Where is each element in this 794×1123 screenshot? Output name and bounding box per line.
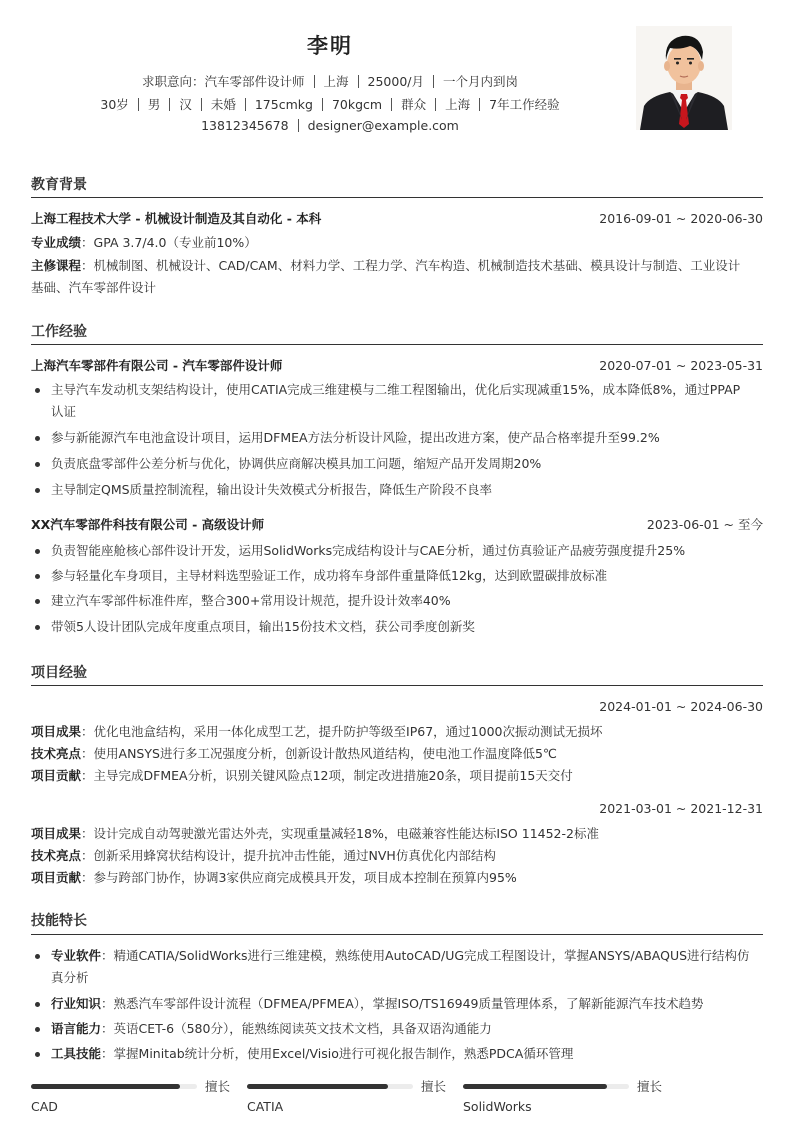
job-bullet: 带领5人设计团队完成年度重点项目，输出15份技术文档，获公司季度创新奖 [31, 616, 763, 639]
skill-name: CAD [31, 1099, 58, 1114]
job-dates: 2023-06-01 ~ 至今 [646, 517, 763, 532]
project-dates: 2024-01-01 ~ 2024-06-30 [599, 699, 763, 714]
project-contrib-text: 参与跨部门协作，协调3家供应商完成模具开发，项目成本控制在预算内95% [93, 870, 517, 885]
section-divider [31, 934, 763, 935]
skill-bar-track [247, 1084, 413, 1089]
project-contribution: 项目贡献：参与跨部门协作，协调3家供应商完成模具开发，项目成本控制在预算内95% [31, 870, 517, 885]
divider [479, 98, 480, 111]
divider [169, 98, 170, 111]
section-divider [31, 685, 763, 686]
section-title-work: 工作经验 [31, 324, 87, 340]
project-tech: 技术亮点：创新采用蜂窝状结构设计，提升抗冲击性能，通过NVH仿真优化内部结构 [31, 848, 496, 863]
skill-bar-fill [31, 1084, 180, 1089]
job-company-title: XX汽车零部件科技有限公司 - 高级设计师 [31, 517, 265, 532]
project-contrib-label: 项目贡献 [31, 768, 82, 783]
job-bullet: 负责智能座舱核心部件设计开发，运用SolidWorks完成结构设计与CAE分析，通过仿真验证产品疲劳强度提升25% [31, 540, 763, 563]
skill-text: 英语CET-6（580分），能熟练阅读英文技术文档，具备双语沟通能力 [113, 1021, 492, 1036]
email-address[interactable]: designer@example.com [307, 118, 459, 133]
section-title-projects: 项目经验 [31, 665, 87, 681]
personal-info-line [0, 95, 660, 113]
job-bullet-cont: 认证 [51, 404, 77, 419]
project-tech-text: 使用ANSYS进行多工况强度分析，创新设计散热风道结构，使电池工作温度降低5℃ [93, 746, 557, 761]
skill-text: 熟悉汽车零部件设计流程（DFMEA/PFMEA），掌握ISO/TS16949质量管理体系，了解新能源汽车技术趋势 [113, 996, 704, 1011]
courses-value: 机械制图、机械设计、CAD/CAM、材料力学、工程力学、汽车构造、机械制造技术基础、模具设计与制造、工业设计 [93, 258, 741, 273]
job-bullet: 主导制定QMS质量控制流程，输出设计失效模式分析报告，降低生产阶段不良率 [31, 479, 763, 502]
project-result-label: 项目成果 [31, 724, 82, 739]
project-tech: 技术亮点：使用ANSYS进行多工况强度分析，创新设计散热风道结构，使电池工作温度降低5℃ [31, 746, 557, 761]
skill-text: 精通CATIA/SolidWorks进行三维建模，熟练使用AutoCAD/UG完成工程图设计，掌握ANSYS/ABAQUS进行结构仿 [113, 948, 750, 963]
candidate-name: 李明 [307, 34, 353, 58]
age: 30岁 [100, 97, 129, 112]
project-dates: 2021-03-01 ~ 2021-12-31 [599, 801, 763, 816]
project-result: 项目成果：优化电池盒结构，采用一体化成型工艺，提升防护等级至IP67，通过1000次振动测试无损坏 [31, 724, 603, 739]
ethnicity: 汉 [179, 97, 192, 112]
political-status: 群众 [401, 97, 427, 112]
skill-level: 擅长 [421, 1079, 447, 1094]
residence: 上海 [445, 97, 471, 112]
skill-item: 专业软件：精通CATIA/SolidWorks进行三维建模，熟练使用AutoCAD/UG完成工程图设计，掌握ANSYS/ABAQUS进行结构仿 [31, 945, 763, 968]
skill-item: 工具技能：掌握Minitab统计分析，使用Excel/Visio进行可视化报告制作，熟悉PDCA循环管理 [31, 1043, 763, 1066]
section-title-skills: 技能特长 [31, 913, 87, 929]
divider [298, 119, 299, 132]
project-result-text: 设计完成自动驾驶激光雷达外壳，实现重量减轻18%，电磁兼容性能达标ISO 11452-2标准 [93, 826, 599, 841]
project-contrib-text: 主导完成DFMEA分析，识别关键风险点12项，制定改进措施20条，项目提前15天交付 [93, 768, 573, 783]
project-contribution: 项目贡献：主导完成DFMEA分析，识别关键风险点12项，制定改进措施20条，项目提前15天交付 [31, 768, 573, 783]
skill-label: 行业知识 [51, 996, 102, 1011]
divider [245, 98, 246, 111]
skill-label: 工具技能 [51, 1046, 102, 1061]
job-bullet: 参与新能源汽车电池盒设计项目，运用DFMEA方法分析设计风险，提出改进方案，使产品合格率提升至99.2% [31, 427, 763, 450]
job-bullet: 参与轻量化车身项目，主导材料选型验证工作，成功将车身部件重量降低12kg，达到欧盟碳排放标准 [31, 565, 763, 588]
divider [433, 75, 434, 88]
courses-label: 主修课程 [31, 258, 82, 273]
skill-bar-fill [247, 1084, 388, 1089]
job-intention-line [0, 72, 660, 90]
project-tech-text: 创新采用蜂窝状结构设计，提升抗冲击性能，通过NVH仿真优化内部结构 [93, 848, 496, 863]
avatar-photo-icon [636, 26, 732, 130]
divider [391, 98, 392, 111]
project-result: 项目成果：设计完成自动驾驶激光雷达外壳，实现重量减轻18%，电磁兼容性能达标ISO 11452-2标准 [31, 826, 599, 841]
experience-years: 7年工作经验 [489, 97, 560, 112]
skill-item: 语言能力：英语CET-6（580分），能熟练阅读英文技术文档，具备双语沟通能力 [31, 1018, 763, 1041]
skill-bar-track [463, 1084, 629, 1089]
skill-level: 擅长 [205, 1079, 231, 1094]
availability: 一个月内到岗 [443, 74, 519, 89]
job-header [31, 514, 763, 536]
expected-salary: 25000/月 [367, 74, 424, 89]
skill-item: 行业知识：熟悉汽车零部件设计流程（DFMEA/PFMEA），掌握ISO/TS16949质量管理体系，了解新能源汽车技术趋势 [31, 993, 763, 1016]
divider [322, 98, 323, 111]
job-bullet: 主导汽车发动机支架结构设计，使用CATIA完成三维建模与二维工程图输出，优化后实现减重15%，成本降低8%，通过PPAP [31, 379, 763, 402]
section-divider [31, 197, 763, 198]
skill-text: 掌握Minitab统计分析，使用Excel/Visio进行可视化报告制作，熟悉PDCA循环管理 [113, 1046, 574, 1061]
divider [435, 98, 436, 111]
education-entry-header [31, 208, 763, 230]
gpa-value: GPA 3.7/4.0（专业前10%） [93, 235, 257, 250]
project-tech-label: 技术亮点 [31, 848, 82, 863]
job-location: 上海 [323, 74, 349, 89]
job-header [31, 355, 763, 377]
project-contrib-label: 项目贡献 [31, 870, 82, 885]
project-result-text: 优化电池盒结构，采用一体化成型工艺，提升防护等级至IP67，通过1000次振动测试无损坏 [93, 724, 603, 739]
section-divider [31, 344, 763, 345]
skill-label: 专业软件 [51, 948, 102, 963]
courses-line: 主修课程：机械制图、机械设计、CAD/CAM、材料力学、工程力学、汽车构造、机械制造技术基础、模具设计与制造、工业设计 [31, 258, 741, 273]
education-dates: 2016-09-01 ~ 2020-06-30 [599, 211, 763, 226]
section-title-education: 教育背景 [31, 177, 87, 193]
gender: 男 [147, 97, 161, 112]
contact-line [0, 118, 660, 133]
job-company-title: 上海汽车零部件有限公司 - 汽车零部件设计师 [31, 358, 283, 373]
skill-level: 擅长 [637, 1079, 663, 1094]
job-bullet: 建立汽车零部件标准件库，整合300+常用设计规范，提升设计效率40% [31, 590, 763, 613]
avatar [636, 26, 732, 130]
height: 175cmkg [254, 97, 313, 112]
divider [201, 98, 202, 111]
skill-bar-track [31, 1084, 197, 1089]
courses-line-cont: 基础、汽车零部件设计 [31, 280, 157, 295]
divider [138, 98, 139, 111]
skill-name: SolidWorks [463, 1099, 532, 1114]
skill-name: CATIA [247, 1099, 284, 1114]
gpa-label: 专业成绩 [31, 235, 82, 250]
job-intention: 求职意向：汽车零部件设计师 [141, 74, 305, 89]
gpa-line: 专业成绩：GPA 3.7/4.0（专业前10%） [31, 235, 257, 250]
job-dates: 2020-07-01 ~ 2023-05-31 [599, 358, 763, 373]
weight: 70kgcm [331, 97, 383, 112]
divider [314, 75, 315, 88]
phone-number: 13812345678 [201, 118, 289, 133]
project-tech-label: 技术亮点 [31, 746, 82, 761]
marital-status: 未婚 [210, 97, 236, 112]
school-degree: 上海工程技术大学 - 机械设计制造及其自动化 - 本科 [31, 211, 322, 226]
job-bullet: 负责底盘零部件公差分析与优化，协调供应商解决模具加工问题，缩短产品开发周期20% [31, 453, 763, 476]
divider [358, 75, 359, 88]
skill-bar-fill [463, 1084, 607, 1089]
skill-label: 语言能力 [51, 1021, 102, 1036]
skill-item-cont: 真分析 [51, 970, 89, 985]
project-result-label: 项目成果 [31, 826, 82, 841]
